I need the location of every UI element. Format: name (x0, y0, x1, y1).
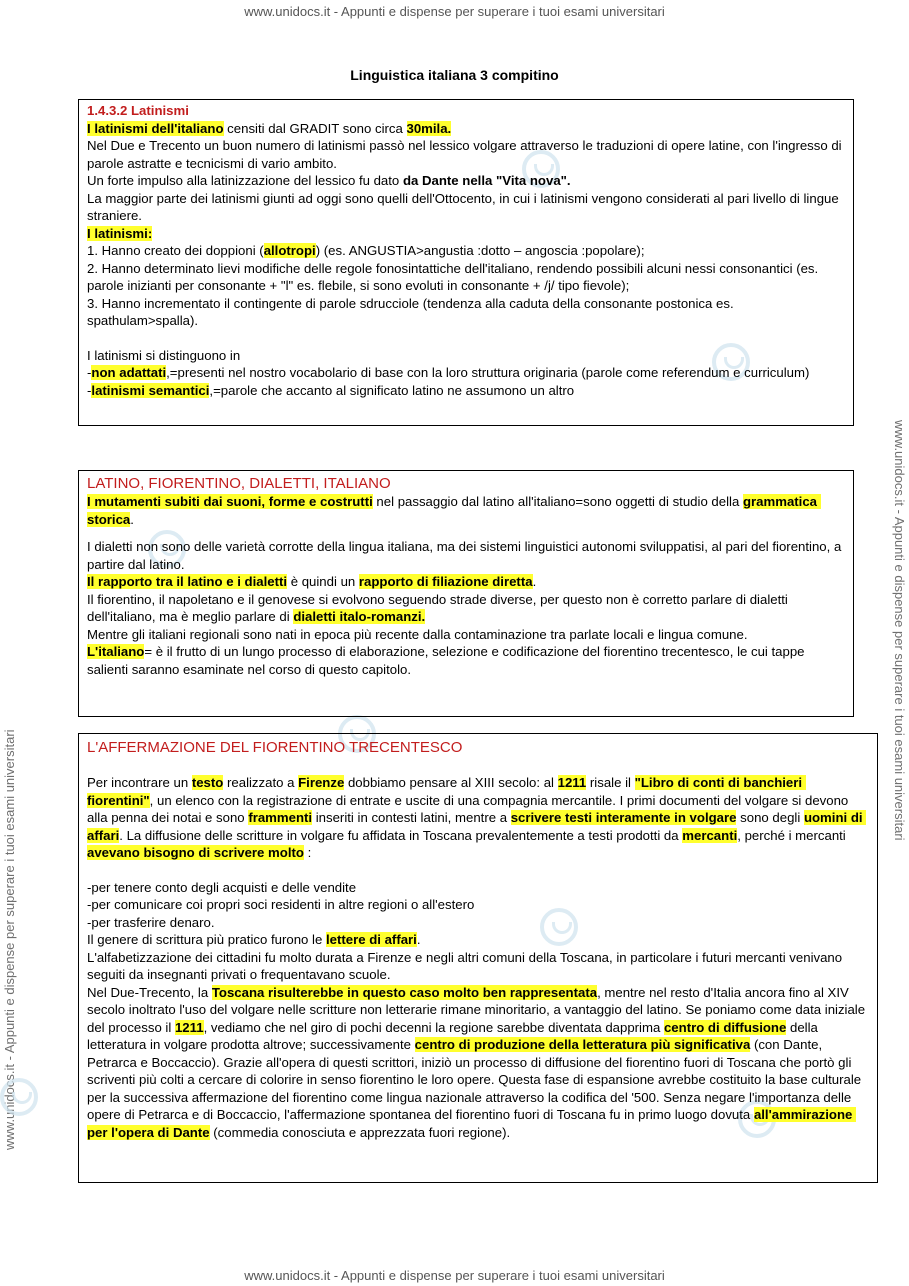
text: Un forte impulso alla latinizzazione del lessico fu dato (87, 173, 403, 188)
list-item (87, 242, 845, 260)
list-item: 3. Hanno incrementato il contingente di parole sdrucciole (tendenza alla caduta della consonante postonica es. spathulam>spalla). (87, 295, 738, 328)
highlight: scrivere testi interamente in volgare (510, 810, 737, 825)
paragraph: L'alfabetizzazione dei cittadini fu molto durata a Firenze e negli altri comuni della Toscana, in particolare i futuri mercanti venivano seguiti da insegnanti privati o frequentavano scuole. (87, 949, 846, 982)
paragraph: I dialetti non sono delle varietà corrotte della lingua italiana, ma dei sistemi linguistici autonomi sviluppatisi, al pari del fiorentino, a partire dal latino. (87, 539, 845, 572)
text: . (416, 932, 421, 947)
paragraph (87, 573, 845, 591)
bold-text: da Dante nella "Vita nova". (402, 173, 571, 188)
highlight: rapporto di filiazione diretta (358, 574, 533, 589)
list-item: -per tenere conto degli acquisti e delle vendite (87, 879, 357, 895)
highlight: Toscana risulterebbe in questo caso molto ben rappresentata (211, 984, 598, 1000)
highlight: mercanti (682, 827, 738, 843)
paragraph (87, 774, 869, 862)
latino-fiorentino-box (78, 470, 854, 717)
highlight: allotropi (263, 243, 316, 258)
text: dobbiamo pensare al XIII secolo: al (344, 775, 558, 790)
document-title: Linguistica italiana 3 compitino (350, 67, 559, 83)
highlight: Firenze (298, 775, 345, 790)
highlight: latinismi semantici (91, 382, 210, 398)
paragraph: Nel Due e Trecento un buon numero di latinismi passò nel lessico volgare attraverso le traduzioni di opere latine, con l'ingresso di parole astratte e tecnicismi di vario ambito. (87, 138, 846, 171)
highlight: all'ammirazione per l'opera di Dante (87, 1107, 857, 1140)
text: . (130, 511, 134, 527)
text: Il genere di scrittura più pratico furono le (87, 932, 326, 947)
highlight: non adattati (91, 365, 167, 380)
watermark-logo-icon (0, 1078, 38, 1116)
highlight: Il rapporto tra il latino e i dialetti (87, 574, 288, 589)
watermark-left: www.unidocs.it - Appunti e dispense per superare i tuoi esami universitari (2, 729, 17, 1150)
highlight: I latinismi dell'italiano (87, 120, 224, 136)
text: Per incontrare un (87, 775, 192, 790)
list-item (87, 382, 845, 400)
list-item: -per trasferire denaro. (87, 914, 215, 930)
highlight: L'italiano (87, 644, 145, 659)
text: sono degli (736, 810, 804, 825)
text: : (303, 845, 312, 860)
section-heading: L'AFFERMAZIONE DEL FIORENTINO TRECENTESCO (87, 739, 463, 756)
paragraph (87, 120, 845, 138)
text: è quindi un (287, 574, 359, 589)
paragraph (87, 172, 845, 190)
list-item: 2. Hanno determinato lievi modifiche delle regole fonosintattiche dell'italiano, rendendo possibili alcuni nessi consonantici (es. parole inizianti per consonante + "l" es. flebile, si sono evoluti in consonante + /j/ tipo fievole); (87, 260, 822, 293)
text: 1. Hanno creato dei doppioni ( (87, 243, 264, 258)
text: risale il (586, 775, 635, 790)
highlight: dialetti italo-romanzi. (293, 609, 426, 624)
text: realizzato a (223, 775, 299, 790)
text: ,=parole che accanto al significato latino ne assumono un altro (209, 382, 575, 398)
highlight: grammatica storica (87, 494, 821, 527)
highlight: 30mila. (406, 120, 452, 136)
text: ,=presenti nel nostro vocabolario di base con la loro struttura originaria (parole come referendum e curriculum) (166, 365, 810, 380)
text: . La diffusione delle scritture in volgare fu affidata in Toscana prevalentemente a testi prodotti da (119, 827, 683, 843)
paragraph: La maggior parte dei latinismi giunti ad oggi sono quelli dell'Ottocento, in cui i latinismi vengono considerati al pari livello di lingue straniere. (87, 190, 843, 223)
text: - (87, 382, 92, 398)
highlight: "Libro di conti di banchieri fiorentini" (87, 775, 806, 808)
text: inseriti in contesti latini, mentre a (312, 810, 511, 825)
watermark-right: www.unidocs.it - Appunti e dispense per superare i tuoi esami universitari (892, 420, 907, 841)
highlight: centro di produzione della letteratura più significativa (414, 1037, 751, 1052)
text: Nel Due-Trecento, la (87, 984, 212, 1000)
text: ) (es. ANGUSTIA>angustia :dotto – angoscia :popolare); (315, 243, 645, 258)
highlight: 1211 (557, 775, 587, 790)
text: , mentre nel resto d'Italia ancora fino al XIV secolo inoltrato l'uso del volgare nelle scritture non letterarie rimane minoritario, a vantaggio del latino. Se poniamo come data iniziale del processo il (87, 984, 869, 1035)
highlight: avevano bisogno di scrivere molto (87, 845, 304, 860)
highlight: I mutamenti subiti dai suoni, forme e costrutti (87, 494, 373, 509)
text: . (532, 574, 537, 589)
paragraph (87, 591, 845, 626)
paragraph (87, 225, 845, 243)
highlight: 1211 (174, 1019, 204, 1035)
text: della letteratura in volgare prodotta altrove; successivamente (87, 1019, 822, 1052)
paragraph (87, 643, 845, 678)
fiorentino-trecentesco-box (78, 733, 878, 1183)
latinismi-box (78, 99, 854, 426)
highlight: I latinismi: (87, 225, 153, 241)
text: = è il frutto di un lungo processo di elaborazione, selezione e codificazione del fiorentino trecentesco, le cui tappe salienti saranno esaminate nel corso di questo capitolo. (87, 644, 809, 677)
paragraph (87, 984, 869, 1142)
section-subheading: 1.4.3.2 Latinismi (87, 103, 189, 118)
watermark-bottom: www.unidocs.it - Appunti e dispense per superare i tuoi esami universitari (244, 1268, 665, 1283)
text: censiti dal GRADIT sono circa (223, 120, 407, 136)
paragraph (87, 493, 845, 528)
highlight: testo (191, 775, 224, 790)
text: nel passaggio dal latino all'italiano=sono oggetti di studio della (372, 494, 743, 509)
text: (commedia conosciuta e apprezzata fuori regione). (209, 1124, 511, 1140)
highlight: frammenti (248, 810, 313, 825)
text: , un elenco con la registrazione di entrate e uscite di una compagnia mercantile. I primi documenti del volgare si devono alla penna dei notai e sono (87, 792, 852, 825)
paragraph: I latinismi si distinguono in (87, 347, 241, 363)
watermark-top: www.unidocs.it - Appunti e dispense per superare i tuoi esami universitari (244, 4, 665, 19)
text: (con Dante, Petrarca e Boccaccio). Grazie all'opera di questi scrittori, iniziò un processo di diffusione del fiorentino fuori di Toscana che portò gli scriventi più colti a cercare di colorire in senso fiorentino le loro opere. Questa fase di espansione avrebbe costituito la base culturale per la successiva affermazione del fiorentino come lingua nazionale attraverso la codifica del '500. Senza negare l'importanza delle opere di Petrarca e di Boccaccio, l'affermazione spontanea del fiorentino fuori di Toscana fu in primo luogo dovuta (87, 1037, 865, 1122)
paragraph: Mentre gli italiani regionali sono nati in epoca più recente dalla contaminazione tra parlate locali e lingua comune. (87, 626, 748, 642)
highlight: lettere di affari (325, 932, 417, 947)
text: , perché i mercanti (737, 827, 850, 843)
list-item (87, 364, 845, 382)
paragraph (87, 931, 869, 949)
text: - (87, 365, 92, 380)
highlight: centro di diffusione (663, 1019, 787, 1035)
text: , vediamo che nel giro di pochi decenni la regione sarebbe diventata dapprima (203, 1019, 664, 1035)
list-item: -per comunicare coi propri soci residenti in altre regioni o all'estero (87, 897, 475, 912)
highlight: uomini di affari (87, 810, 867, 843)
text: Il fiorentino, il napoletano e il genovese si evolvono seguendo strade diverse, per questo non è corretto parlare di dialetti dell'italiano, ma è meglio parlare di (87, 591, 792, 624)
section-heading: LATINO, FIORENTINO, DIALETTI, ITALIANO (87, 475, 391, 492)
